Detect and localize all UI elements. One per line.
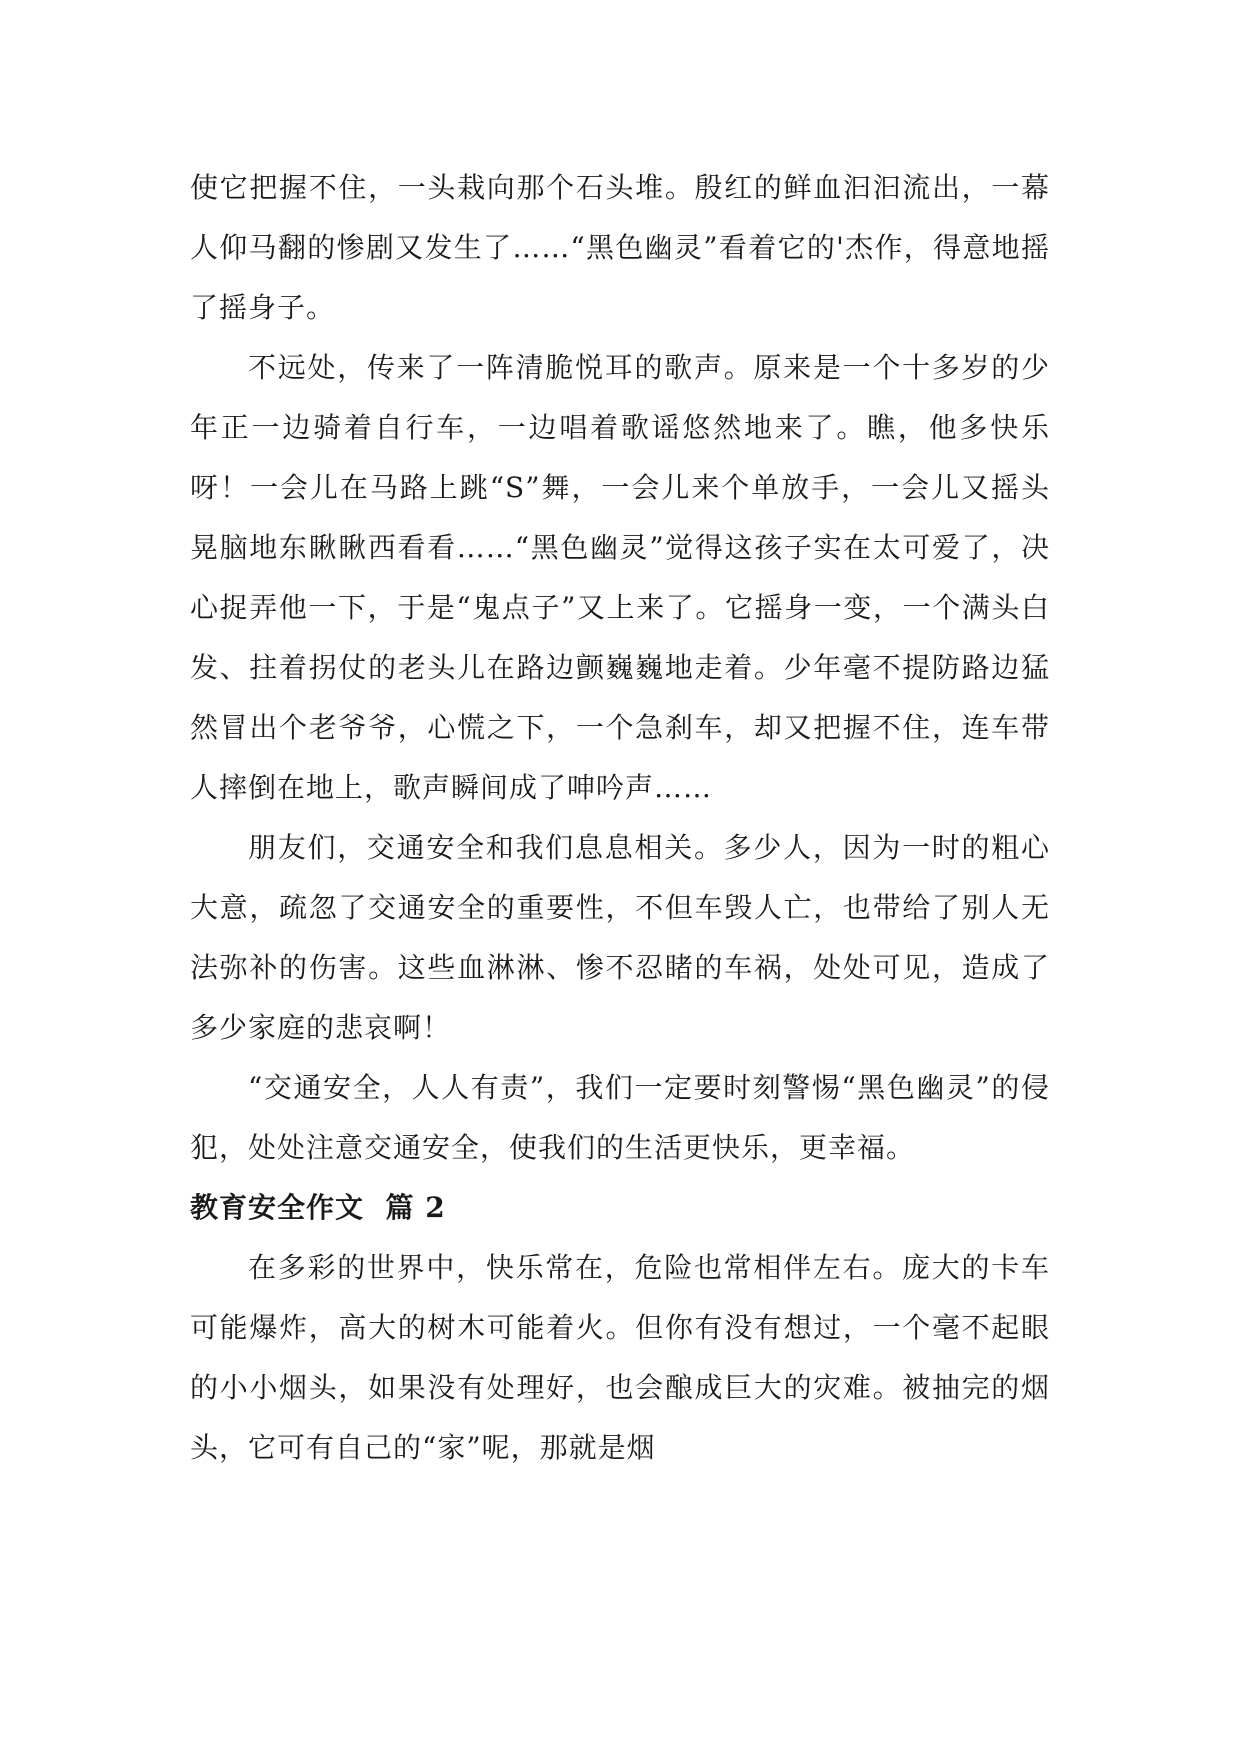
paragraph-4: “交通安全，人人有责”，我们一定要时刻警惕“黑色幽灵”的侵犯，处处注意交通安全，使我们的生活更快乐，更幸福。 — [190, 1071, 1050, 1164]
section-heading: 教育安全作文 篇 2 — [190, 1191, 446, 1224]
paragraph-1: 使它把握不住，一头栽向那个石头堆。殷红的鲜血汩汩流出，一幕人仰马翻的惨剧又发生了……“黑色幽灵”看着它的'杰作，得意地摇了摇身子。 — [190, 171, 1050, 324]
paragraph-3: 朋友们，交通安全和我们息息相关。多少人，因为一时的粗心大意，疏忽了交通安全的重要性，不但车毁人亡，也带给了别人无法弥补的伤害。这些血淋淋、惨不忍睹的车祸，处处可见，造成了多少家庭的悲哀啊！ — [190, 831, 1050, 1044]
paragraph-5: 在多彩的世界中，快乐常在，危险也常相伴左右。庞大的卡车可能爆炸，高大的树木可能着火。但你有没有想过，一个毫不起眼的小小烟头，如果没有处理好，也会酿成巨大的灾难。被抽完的烟头，它可有自己的“家”呢，那就是烟 — [190, 1251, 1050, 1464]
document-page — [190, 158, 1050, 1478]
paragraph-2: 不远处，传来了一阵清脆悦耳的歌声。原来是一个十多岁的少年正一边骑着自行车，一边唱着歌谣悠然地来了。瞧，他多快乐呀！一会儿在马路上跳“S”舞，一会儿来个单放手，一会儿又摇头晃脑地东瞅瞅西看看……“黑色幽灵”觉得这孩子实在太可爱了，决心捉弄他一下，于是“鬼点子”又上来了。它摇身一变，一个满头白发、拄着拐仗的老头儿在路边颤巍巍地走着。少年毫不提防路边猛然冒出个老爷爷，心慌之下，一个急刹车，却又把握不住，连车带人摔倒在地上，歌声瞬间成了呻吟声…… — [190, 351, 1050, 804]
